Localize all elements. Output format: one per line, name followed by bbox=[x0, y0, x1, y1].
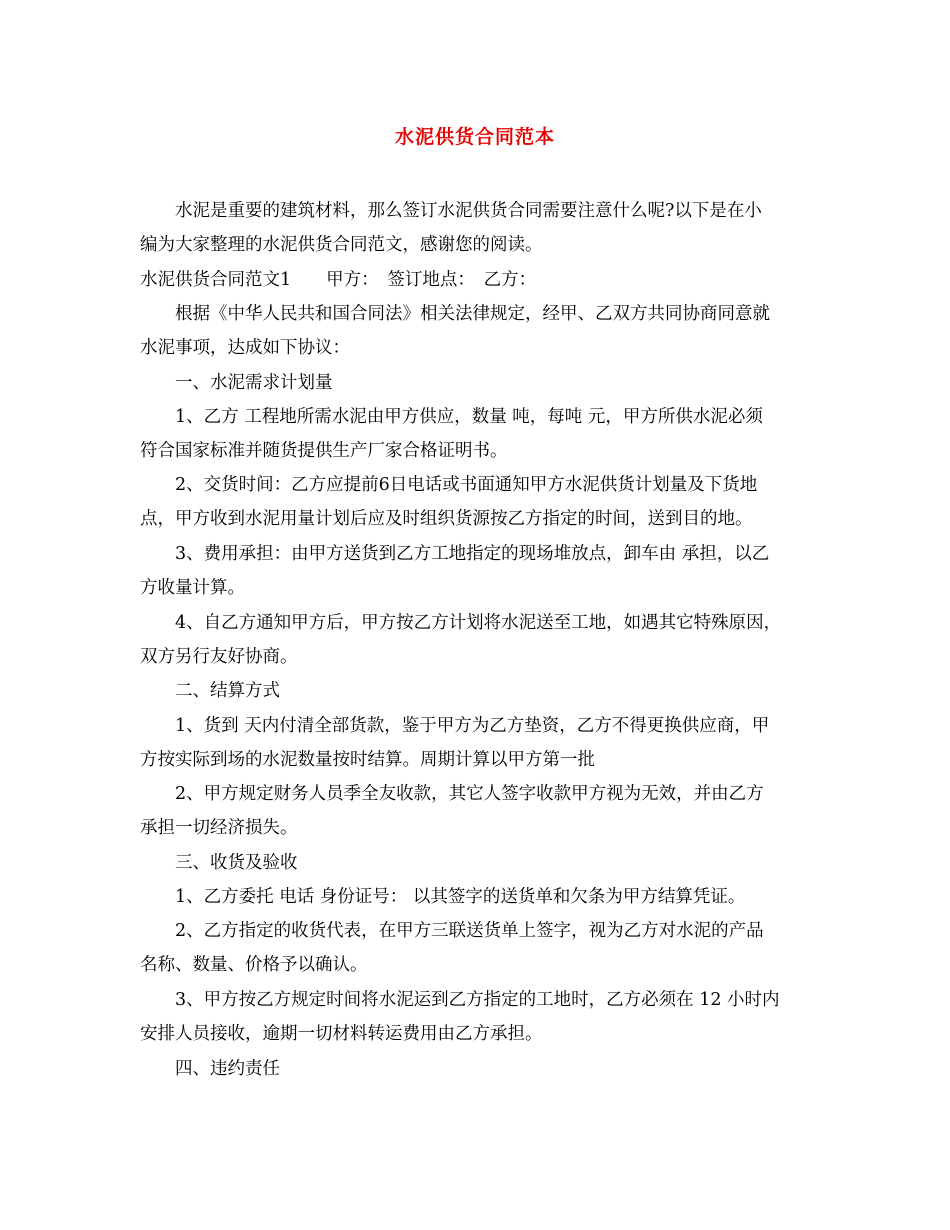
paragraph-line: 水泥是重要的建筑材料，那么签订水泥供货合同需要注意什么呢?以下是在小 bbox=[175, 201, 762, 221]
paragraph bbox=[140, 983, 820, 1051]
paragraph-line: 1、乙方委托 电话 身份证号： 以其签字的送货单和欠条为甲方结算凭证。 bbox=[175, 887, 746, 907]
paragraph-line: 1、货到 天内付清全部货款，鉴于甲方为乙方垫资，乙方不得更换供应商，甲 bbox=[175, 715, 770, 736]
paragraph-line: 承担一切经济损失。 bbox=[140, 818, 298, 839]
paragraph bbox=[140, 468, 820, 536]
paragraph-line: 点，甲方收到水泥用量计划后应及时组织货源按乙方指定的时间，送到目的地。 bbox=[140, 509, 753, 530]
paragraph bbox=[140, 297, 820, 365]
paragraph-line: 水泥事项，达成如下协议： bbox=[140, 337, 350, 358]
paragraph bbox=[140, 777, 820, 845]
paragraph-line: 3、费用承担：由甲方送货到乙方工地指定的现场堆放点，卸车由 承担，以乙 bbox=[175, 544, 770, 564]
paragraph-line: 4、自乙方通知甲方后，甲方按乙方计划将水泥送至工地，如遇其它特殊原因， bbox=[175, 612, 782, 633]
paragraph bbox=[140, 400, 820, 468]
paragraph-line: 四、违约责任 bbox=[175, 1058, 280, 1079]
paragraph bbox=[140, 880, 820, 914]
paragraph-line: 2、乙方指定的收货代表，在甲方三联送货单上签字，视为乙方对水泥的产品 bbox=[175, 921, 764, 942]
paragraph bbox=[140, 366, 820, 400]
paragraph bbox=[140, 537, 820, 605]
paragraph bbox=[140, 674, 820, 708]
paragraph bbox=[140, 914, 820, 982]
paragraph-line: 二、结算方式 bbox=[175, 681, 280, 702]
paragraph-line: 方按实际到场的水泥数量按时结算。周期计算以甲方第一批 bbox=[140, 749, 595, 770]
paragraph bbox=[140, 709, 820, 777]
paragraph-line: 方收量计算。 bbox=[140, 578, 245, 598]
paragraph bbox=[140, 194, 820, 262]
paragraph-line: 1、乙方 工程地所需水泥由甲方供应，数量 吨，每吨 元，甲方所供水泥必须 bbox=[175, 406, 763, 427]
paragraph-line: 符合国家标准并随货提供生产厂家合格证明书。 bbox=[140, 440, 508, 461]
paragraph-line: 3、甲方按乙方规定时间将水泥运到乙方指定的工地时，乙方必须在 12 小时内 bbox=[175, 989, 780, 1010]
paragraph-line: 一、水泥需求计划量 bbox=[175, 372, 333, 393]
paragraph-line: 根据《中华人民共和国合同法》相关法律规定，经甲、乙双方共同协商同意就 bbox=[175, 303, 770, 324]
paragraph-line: 编为大家整理的水泥供货合同范文，感谢您的阅读。 bbox=[140, 235, 543, 255]
paragraph-line: 2、甲方规定财务人员季全友收款，其它人签字收款甲方视为无效，并由乙方 bbox=[175, 784, 764, 805]
paragraph-line: 双方另行友好协商。 bbox=[140, 646, 298, 667]
paragraph bbox=[140, 1052, 820, 1086]
paragraph-line: 2、交货时间：乙方应提前6日电话或书面通知甲方水泥供货计划量及下货地 bbox=[175, 475, 758, 496]
paragraph bbox=[140, 846, 820, 880]
document-title: 水泥供货合同范本 bbox=[394, 126, 555, 148]
paragraph-line: 名称、数量、价格予以确认。 bbox=[140, 955, 368, 976]
paragraph-line: 水泥供货合同范文1 甲方： 签订地点： 乙方： bbox=[140, 269, 537, 290]
paragraph bbox=[140, 606, 820, 674]
paragraph-line: 安排人员接收，逾期一切材料转运费用由乙方承担。 bbox=[140, 1023, 543, 1044]
paragraph bbox=[140, 263, 820, 297]
paragraph-line: 三、收货及验收 bbox=[175, 852, 298, 873]
